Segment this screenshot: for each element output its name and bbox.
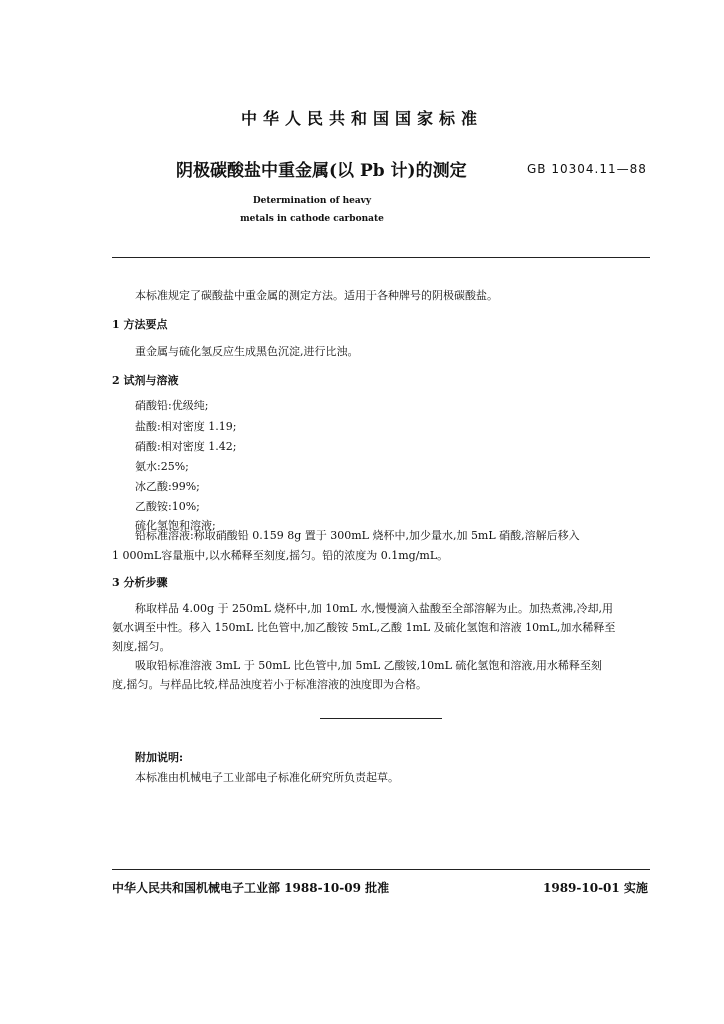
procedure-p1-line3: 刻度,摇匀。 <box>112 640 171 653</box>
approval-info: 中华人民共和国机械电子工业部 1988-10-09 批准 <box>112 881 390 895</box>
header-divider <box>112 257 650 258</box>
english-title-line2: metals in cathode carbonate <box>240 214 384 224</box>
standard-code: GB 10304.11—88 <box>527 162 647 176</box>
reagent-item: 硝酸:相对密度 1.42; <box>135 440 237 453</box>
procedure-p1-line1: 称取样品 4.00g 于 250mL 烧杯中,加 10mL 水,慢慢滴入盐酸至全部溶解为止。加热煮沸,冷却,用 <box>135 602 613 615</box>
implementation-date: 1989-10-01 实施 <box>543 881 648 895</box>
notes-body: 本标准由机械电子工业部电子标准化研究所负责起草。 <box>135 771 399 784</box>
issuing-authority: 中华人民共和国国家标准 <box>240 109 483 128</box>
footer-divider <box>112 869 650 870</box>
section-1-heading: 1 方法要点 <box>112 318 168 331</box>
end-of-text-rule <box>320 718 442 719</box>
section-1-body: 重金属与硫化氢反应生成黑色沉淀,进行比浊。 <box>135 345 359 358</box>
procedure-p2-line1: 吸取铅标准溶液 3mL 于 50mL 比色管中,加 5mL 乙酸铵,10mL 硫化氢饱和溶液,用水稀释至刻 <box>135 659 602 672</box>
reagent-item: 硫化氢饱和溶液; <box>135 519 216 532</box>
lead-standard-line2: 1 000mL容量瓶中,以水稀释至刻度,摇匀。铅的浓度为 0.1mg/mL。 <box>112 549 449 562</box>
english-title-line1: Determination of heavy <box>252 196 372 206</box>
reagent-item: 氨水:25%; <box>135 460 189 473</box>
procedure-p1-line2: 氨水调至中性。移入 150mL 比色管中,加乙酸铵 5mL,乙酸 1mL 及硫化氢饱和溶液 10mL,加水稀释至 <box>112 621 616 634</box>
reagent-item: 冰乙酸:99%; <box>135 480 200 493</box>
standard-title: 阴极碳酸盐中重金属(以 Pb 计)的测定 <box>176 161 467 181</box>
lead-standard-line1: 铅标准溶液:称取硝酸铅 0.159 8g 置于 300mL 烧杯中,加少量水,加 5mL 硝酸,溶解后移入 <box>135 529 580 542</box>
reagent-item: 硝酸铅:优级纯; <box>135 399 209 412</box>
procedure-p2-line2: 度,摇匀。与样品比较,样品浊度若小于标准溶液的浊度即为合格。 <box>112 678 427 691</box>
intro-paragraph: 本标准规定了碳酸盐中重金属的测定方法。适用于各种牌号的阴极碳酸盐。 <box>135 289 498 302</box>
section-2-heading: 2 试剂与溶液 <box>112 374 179 387</box>
reagent-item: 乙酸铵:10%; <box>135 500 200 513</box>
section-3-heading: 3 分析步骤 <box>112 576 168 589</box>
reagent-item: 盐酸:相对密度 1.19; <box>135 420 237 433</box>
notes-heading: 附加说明: <box>135 751 184 764</box>
